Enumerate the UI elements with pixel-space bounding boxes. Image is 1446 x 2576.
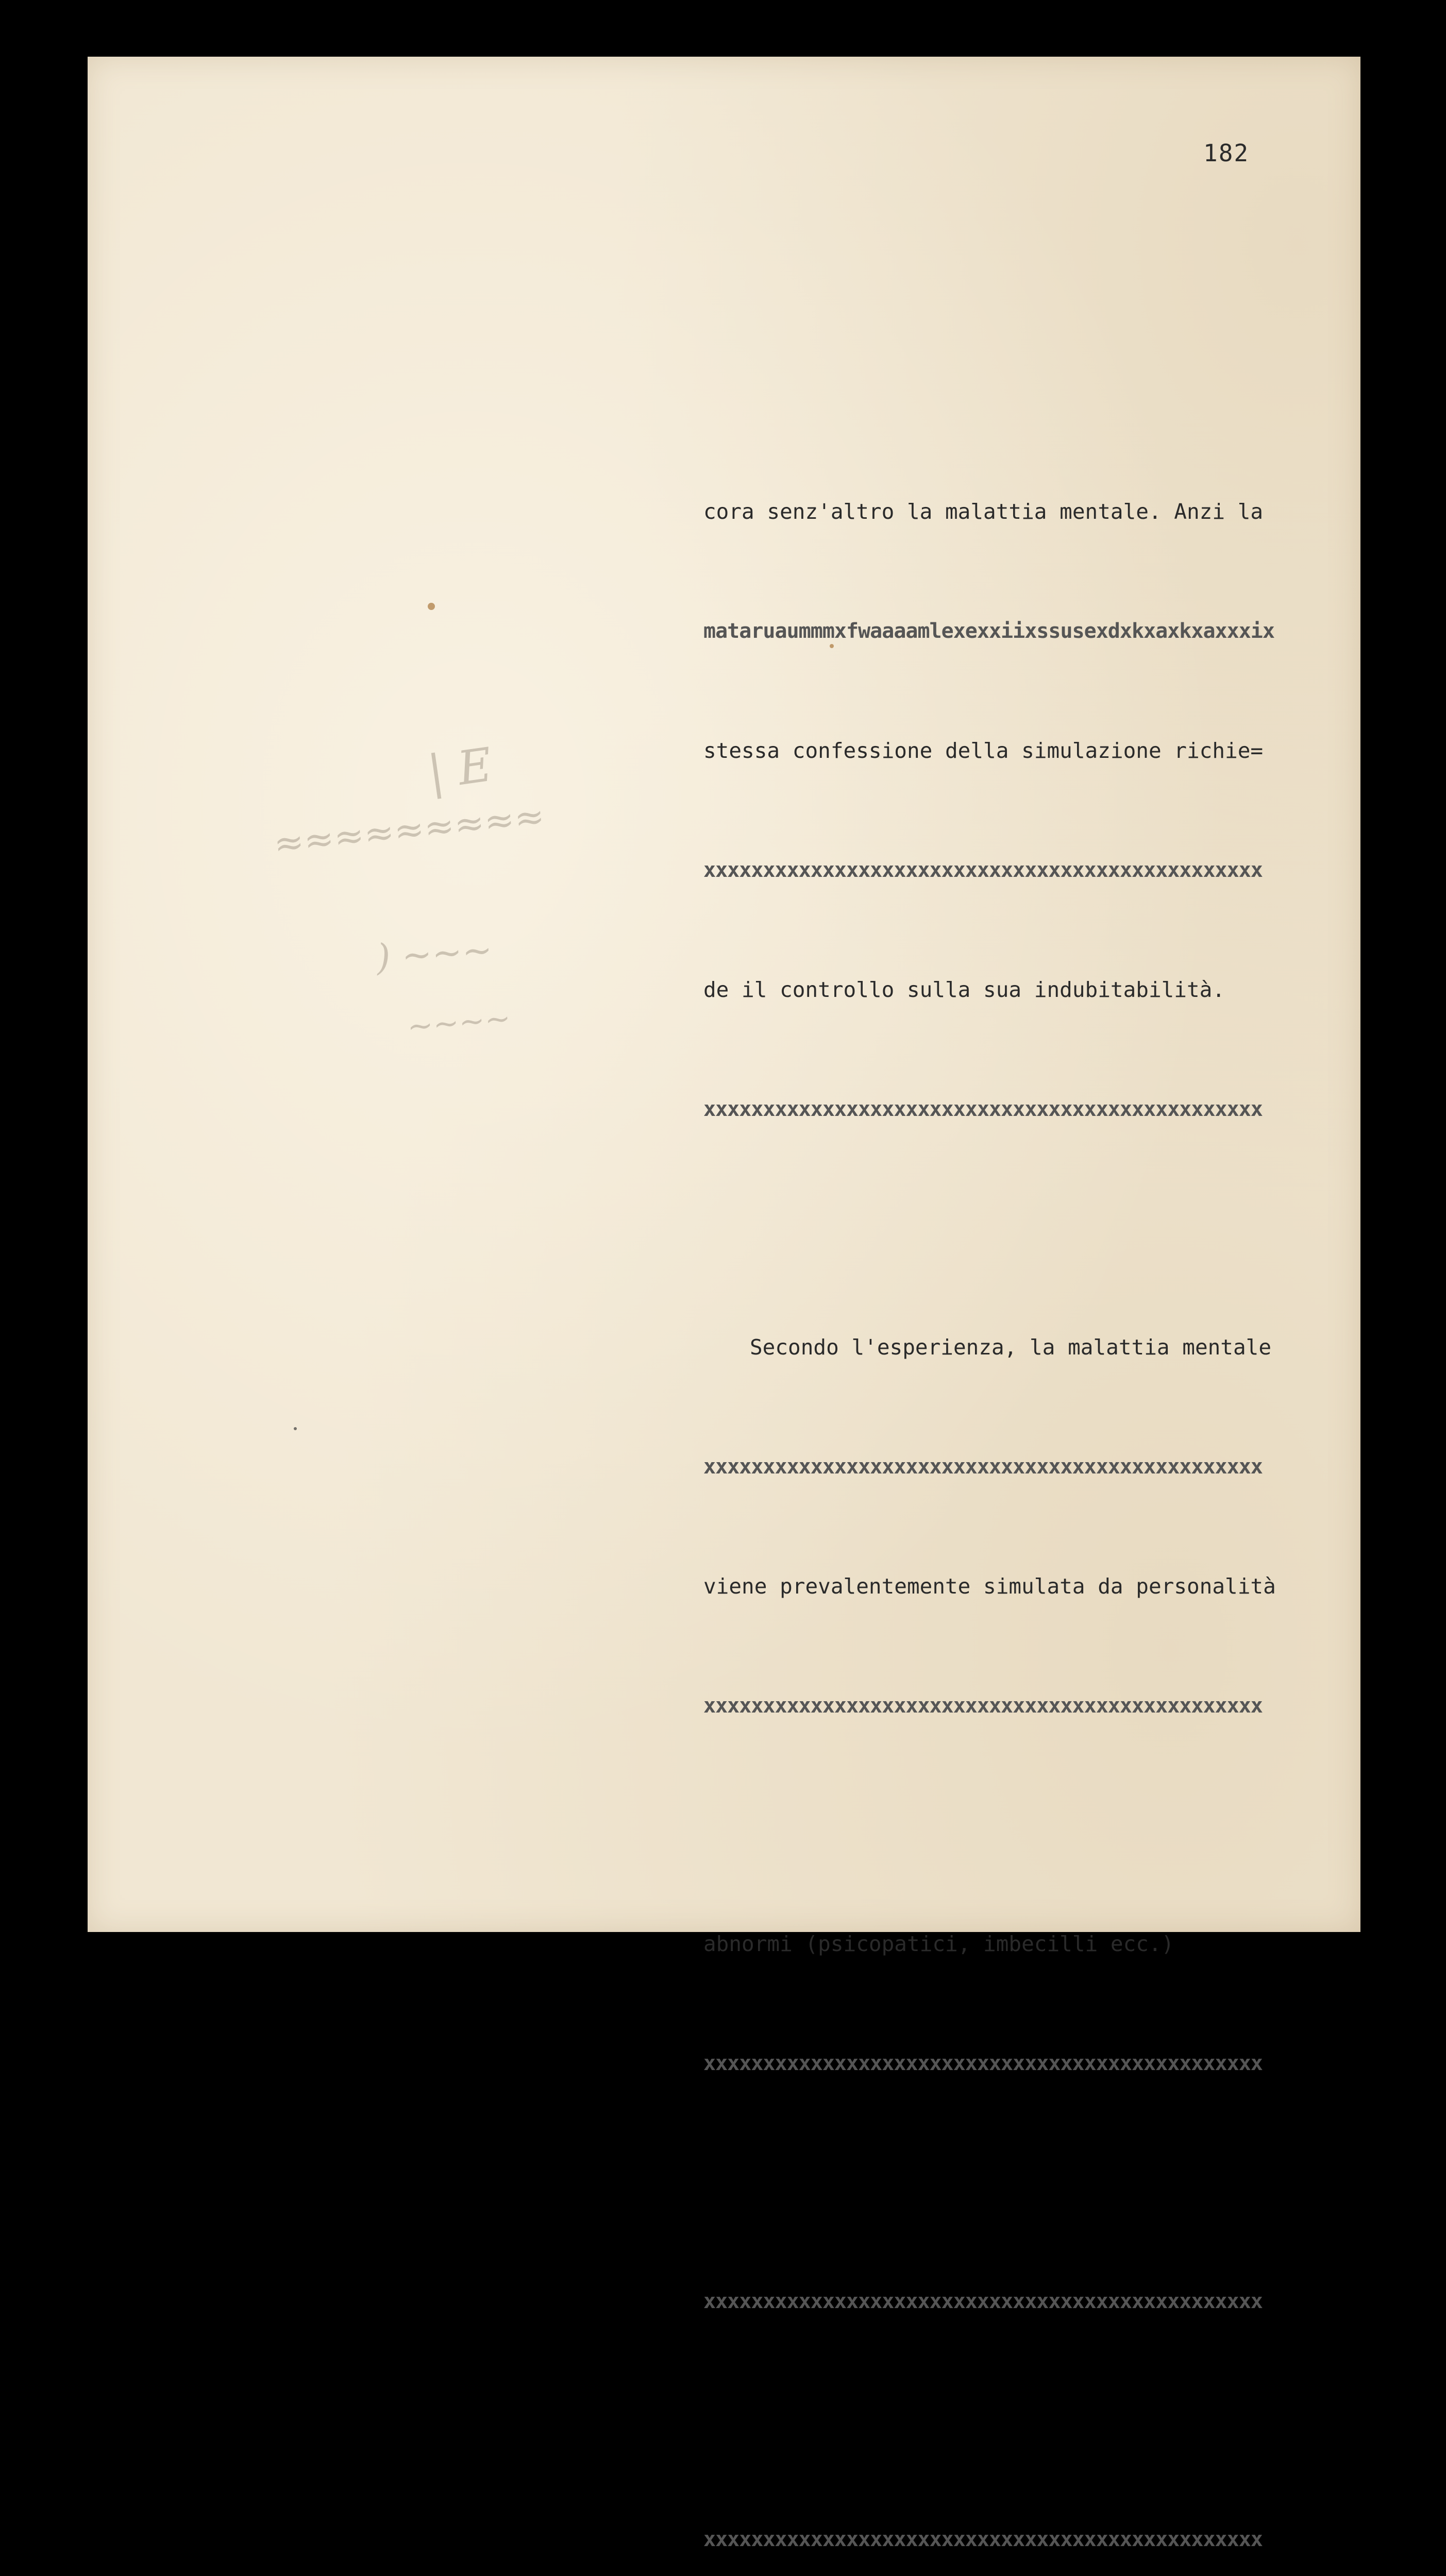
document-page	[88, 57, 1360, 2551]
struck-line: xxxxxxxxxxxxxxxxxxxxxxxxxxxxxxxxxxxxxxxxxxxxxxx	[703, 1455, 1263, 1479]
text-line: Secondo l'esperienza, la malattia mentale	[750, 1335, 1272, 1360]
struck-line: xxxxxxxxxxxxxxxxxxxxxxxxxxxxxxxxxxxxxxxxxxxxxxx	[703, 2528, 1263, 2551]
opening-paragraph	[703, 404, 1425, 2576]
pencil-mark: ~~~~	[406, 1000, 512, 1045]
pencil-mark: ≈≈≈≈≈≈≈≈≈	[272, 794, 547, 866]
pencil-mark: ) ~~~	[375, 928, 494, 979]
struck-line: xxxxxxxxxxxxxxxxxxxxxxxxxxxxxxxxxxxxxxxxxxxxxxx	[703, 858, 1263, 882]
typed-text	[703, 260, 1425, 2576]
struck-line: xxxxxxxxxxxxxxxxxxxxxxxxxxxxxxxxxxxxxxxxxxxxxxx	[703, 2290, 1263, 2313]
page-number: 182	[1203, 139, 1250, 167]
stain-spot	[428, 603, 435, 610]
struck-line: mataruaummmxfwaaaamlexexxiixssusexdxkxaxkxaxxxix	[703, 619, 1274, 643]
text-line: viene prevalentemente simulata da personalità	[703, 1574, 1276, 1599]
text-line: de il controllo sulla sua indubitabilità.	[703, 977, 1225, 1002]
text-line: stessa confessione della simulazione richie=	[703, 738, 1264, 763]
text-line: cora senz'altro la malattia mentale. Anzi la	[703, 499, 1264, 524]
struck-line: xxxxxxxxxxxxxxxxxxxxxxxxxxxxxxxxxxxxxxxxxxxxxxx	[703, 1097, 1263, 1121]
struck-line: xxxxxxxxxxxxxxxxxxxxxxxxxxxxxxxxxxxxxxxxxxxxxxx	[703, 1694, 1263, 1718]
pencil-mark: | E	[424, 737, 496, 801]
text-line: abnormi (psicopatici, imbecilli ecc.)	[703, 1931, 1174, 1956]
struck-line: xxxxxxxxxxxxxxxxxxxxxxxxxxxxxxxxxxxxxxxxxxxxxxx	[703, 2052, 1263, 2075]
stain-spot	[294, 1427, 297, 1430]
